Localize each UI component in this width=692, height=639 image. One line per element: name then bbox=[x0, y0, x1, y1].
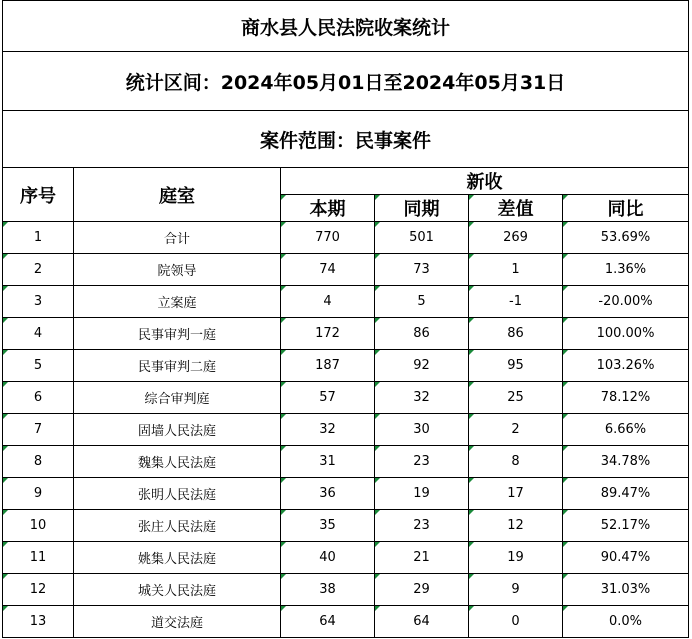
cell-court: 张明人民法庭 bbox=[74, 478, 281, 510]
cell-yoy: 89.47% bbox=[563, 478, 689, 510]
table-row bbox=[3, 382, 689, 414]
header-diff: 差值 bbox=[469, 195, 563, 222]
cell-yoy: 90.47% bbox=[563, 542, 689, 574]
cell-seq: 3 bbox=[3, 286, 74, 318]
cell-seq: 4 bbox=[3, 318, 74, 350]
cell-same-period: 5 bbox=[375, 286, 469, 318]
table-row bbox=[3, 606, 689, 638]
cell-same-period: 23 bbox=[375, 510, 469, 542]
cell-current: 36 bbox=[281, 478, 375, 510]
cell-yoy: 53.69% bbox=[563, 222, 689, 254]
cell-current: 187 bbox=[281, 350, 375, 382]
cell-diff: 86 bbox=[469, 318, 563, 350]
table-row bbox=[3, 478, 689, 510]
cell-diff: 269 bbox=[469, 222, 563, 254]
cell-current: 35 bbox=[281, 510, 375, 542]
cell-seq: 7 bbox=[3, 414, 74, 446]
cell-seq: 12 bbox=[3, 574, 74, 606]
cell-current: 74 bbox=[281, 254, 375, 286]
table-row bbox=[3, 286, 689, 318]
cell-current: 64 bbox=[281, 606, 375, 638]
cell-yoy: 31.03% bbox=[563, 574, 689, 606]
cell-seq: 6 bbox=[3, 382, 74, 414]
case-statistics-table bbox=[2, 0, 689, 638]
cell-diff: 9 bbox=[469, 574, 563, 606]
table-row bbox=[3, 350, 689, 382]
cell-same-period: 29 bbox=[375, 574, 469, 606]
table-row bbox=[3, 318, 689, 350]
cell-seq: 9 bbox=[3, 478, 74, 510]
cell-diff: 95 bbox=[469, 350, 563, 382]
cell-court: 院领导 bbox=[74, 254, 281, 286]
cell-diff: 25 bbox=[469, 382, 563, 414]
header-court: 庭室 bbox=[74, 168, 281, 222]
header-new-cases: 新收 bbox=[281, 168, 689, 195]
cell-court: 立案庭 bbox=[74, 286, 281, 318]
header-yoy: 同比 bbox=[563, 195, 689, 222]
cell-yoy: 52.17% bbox=[563, 510, 689, 542]
cell-yoy: 34.78% bbox=[563, 446, 689, 478]
cell-current: 31 bbox=[281, 446, 375, 478]
table-row bbox=[3, 414, 689, 446]
period-range: 统计区间：2024年05月01日至2024年05月31日 bbox=[3, 52, 689, 111]
cell-current: 32 bbox=[281, 414, 375, 446]
cell-seq: 5 bbox=[3, 350, 74, 382]
cell-yoy: 100.00% bbox=[563, 318, 689, 350]
table-row bbox=[3, 510, 689, 542]
cell-current: 770 bbox=[281, 222, 375, 254]
cell-same-period: 30 bbox=[375, 414, 469, 446]
cell-court: 民事审判一庭 bbox=[74, 318, 281, 350]
cell-current: 57 bbox=[281, 382, 375, 414]
table-body bbox=[3, 222, 689, 638]
cell-court: 城关人民法庭 bbox=[74, 574, 281, 606]
cell-court: 综合审判庭 bbox=[74, 382, 281, 414]
cell-yoy: 1.36% bbox=[563, 254, 689, 286]
cell-seq: 11 bbox=[3, 542, 74, 574]
table-row bbox=[3, 254, 689, 286]
cell-diff: 17 bbox=[469, 478, 563, 510]
cell-current: 172 bbox=[281, 318, 375, 350]
table-row bbox=[3, 574, 689, 606]
header-current: 本期 bbox=[281, 195, 375, 222]
cell-seq: 2 bbox=[3, 254, 74, 286]
cell-court: 张庄人民法庭 bbox=[74, 510, 281, 542]
cell-same-period: 92 bbox=[375, 350, 469, 382]
cell-seq: 8 bbox=[3, 446, 74, 478]
cell-same-period: 501 bbox=[375, 222, 469, 254]
cell-seq: 10 bbox=[3, 510, 74, 542]
cell-court: 合计 bbox=[74, 222, 281, 254]
cell-current: 4 bbox=[281, 286, 375, 318]
cell-same-period: 86 bbox=[375, 318, 469, 350]
cell-same-period: 32 bbox=[375, 382, 469, 414]
cell-diff: 8 bbox=[469, 446, 563, 478]
cell-yoy: -20.00% bbox=[563, 286, 689, 318]
cell-seq: 13 bbox=[3, 606, 74, 638]
case-scope: 案件范围：民事案件 bbox=[3, 111, 689, 168]
table-row bbox=[3, 446, 689, 478]
cell-yoy: 0.0% bbox=[563, 606, 689, 638]
header-seq: 序号 bbox=[3, 168, 74, 222]
cell-court: 魏集人民法庭 bbox=[74, 446, 281, 478]
cell-same-period: 73 bbox=[375, 254, 469, 286]
cell-court: 道交法庭 bbox=[74, 606, 281, 638]
cell-same-period: 21 bbox=[375, 542, 469, 574]
cell-yoy: 78.12% bbox=[563, 382, 689, 414]
cell-diff: 1 bbox=[469, 254, 563, 286]
cell-same-period: 23 bbox=[375, 446, 469, 478]
cell-yoy: 103.26% bbox=[563, 350, 689, 382]
cell-diff: 12 bbox=[469, 510, 563, 542]
cell-same-period: 19 bbox=[375, 478, 469, 510]
table-row bbox=[3, 542, 689, 574]
table-row bbox=[3, 222, 689, 254]
cell-same-period: 64 bbox=[375, 606, 469, 638]
cell-diff: 19 bbox=[469, 542, 563, 574]
cell-court: 固墙人民法庭 bbox=[74, 414, 281, 446]
cell-seq: 1 bbox=[3, 222, 74, 254]
cell-yoy: 6.66% bbox=[563, 414, 689, 446]
report-title: 商水县人民法院收案统计 bbox=[3, 1, 689, 52]
header-same-period: 同期 bbox=[375, 195, 469, 222]
cell-diff: 2 bbox=[469, 414, 563, 446]
cell-current: 38 bbox=[281, 574, 375, 606]
cell-current: 40 bbox=[281, 542, 375, 574]
cell-court: 姚集人民法庭 bbox=[74, 542, 281, 574]
cell-diff: -1 bbox=[469, 286, 563, 318]
cell-court: 民事审判二庭 bbox=[74, 350, 281, 382]
cell-diff: 0 bbox=[469, 606, 563, 638]
